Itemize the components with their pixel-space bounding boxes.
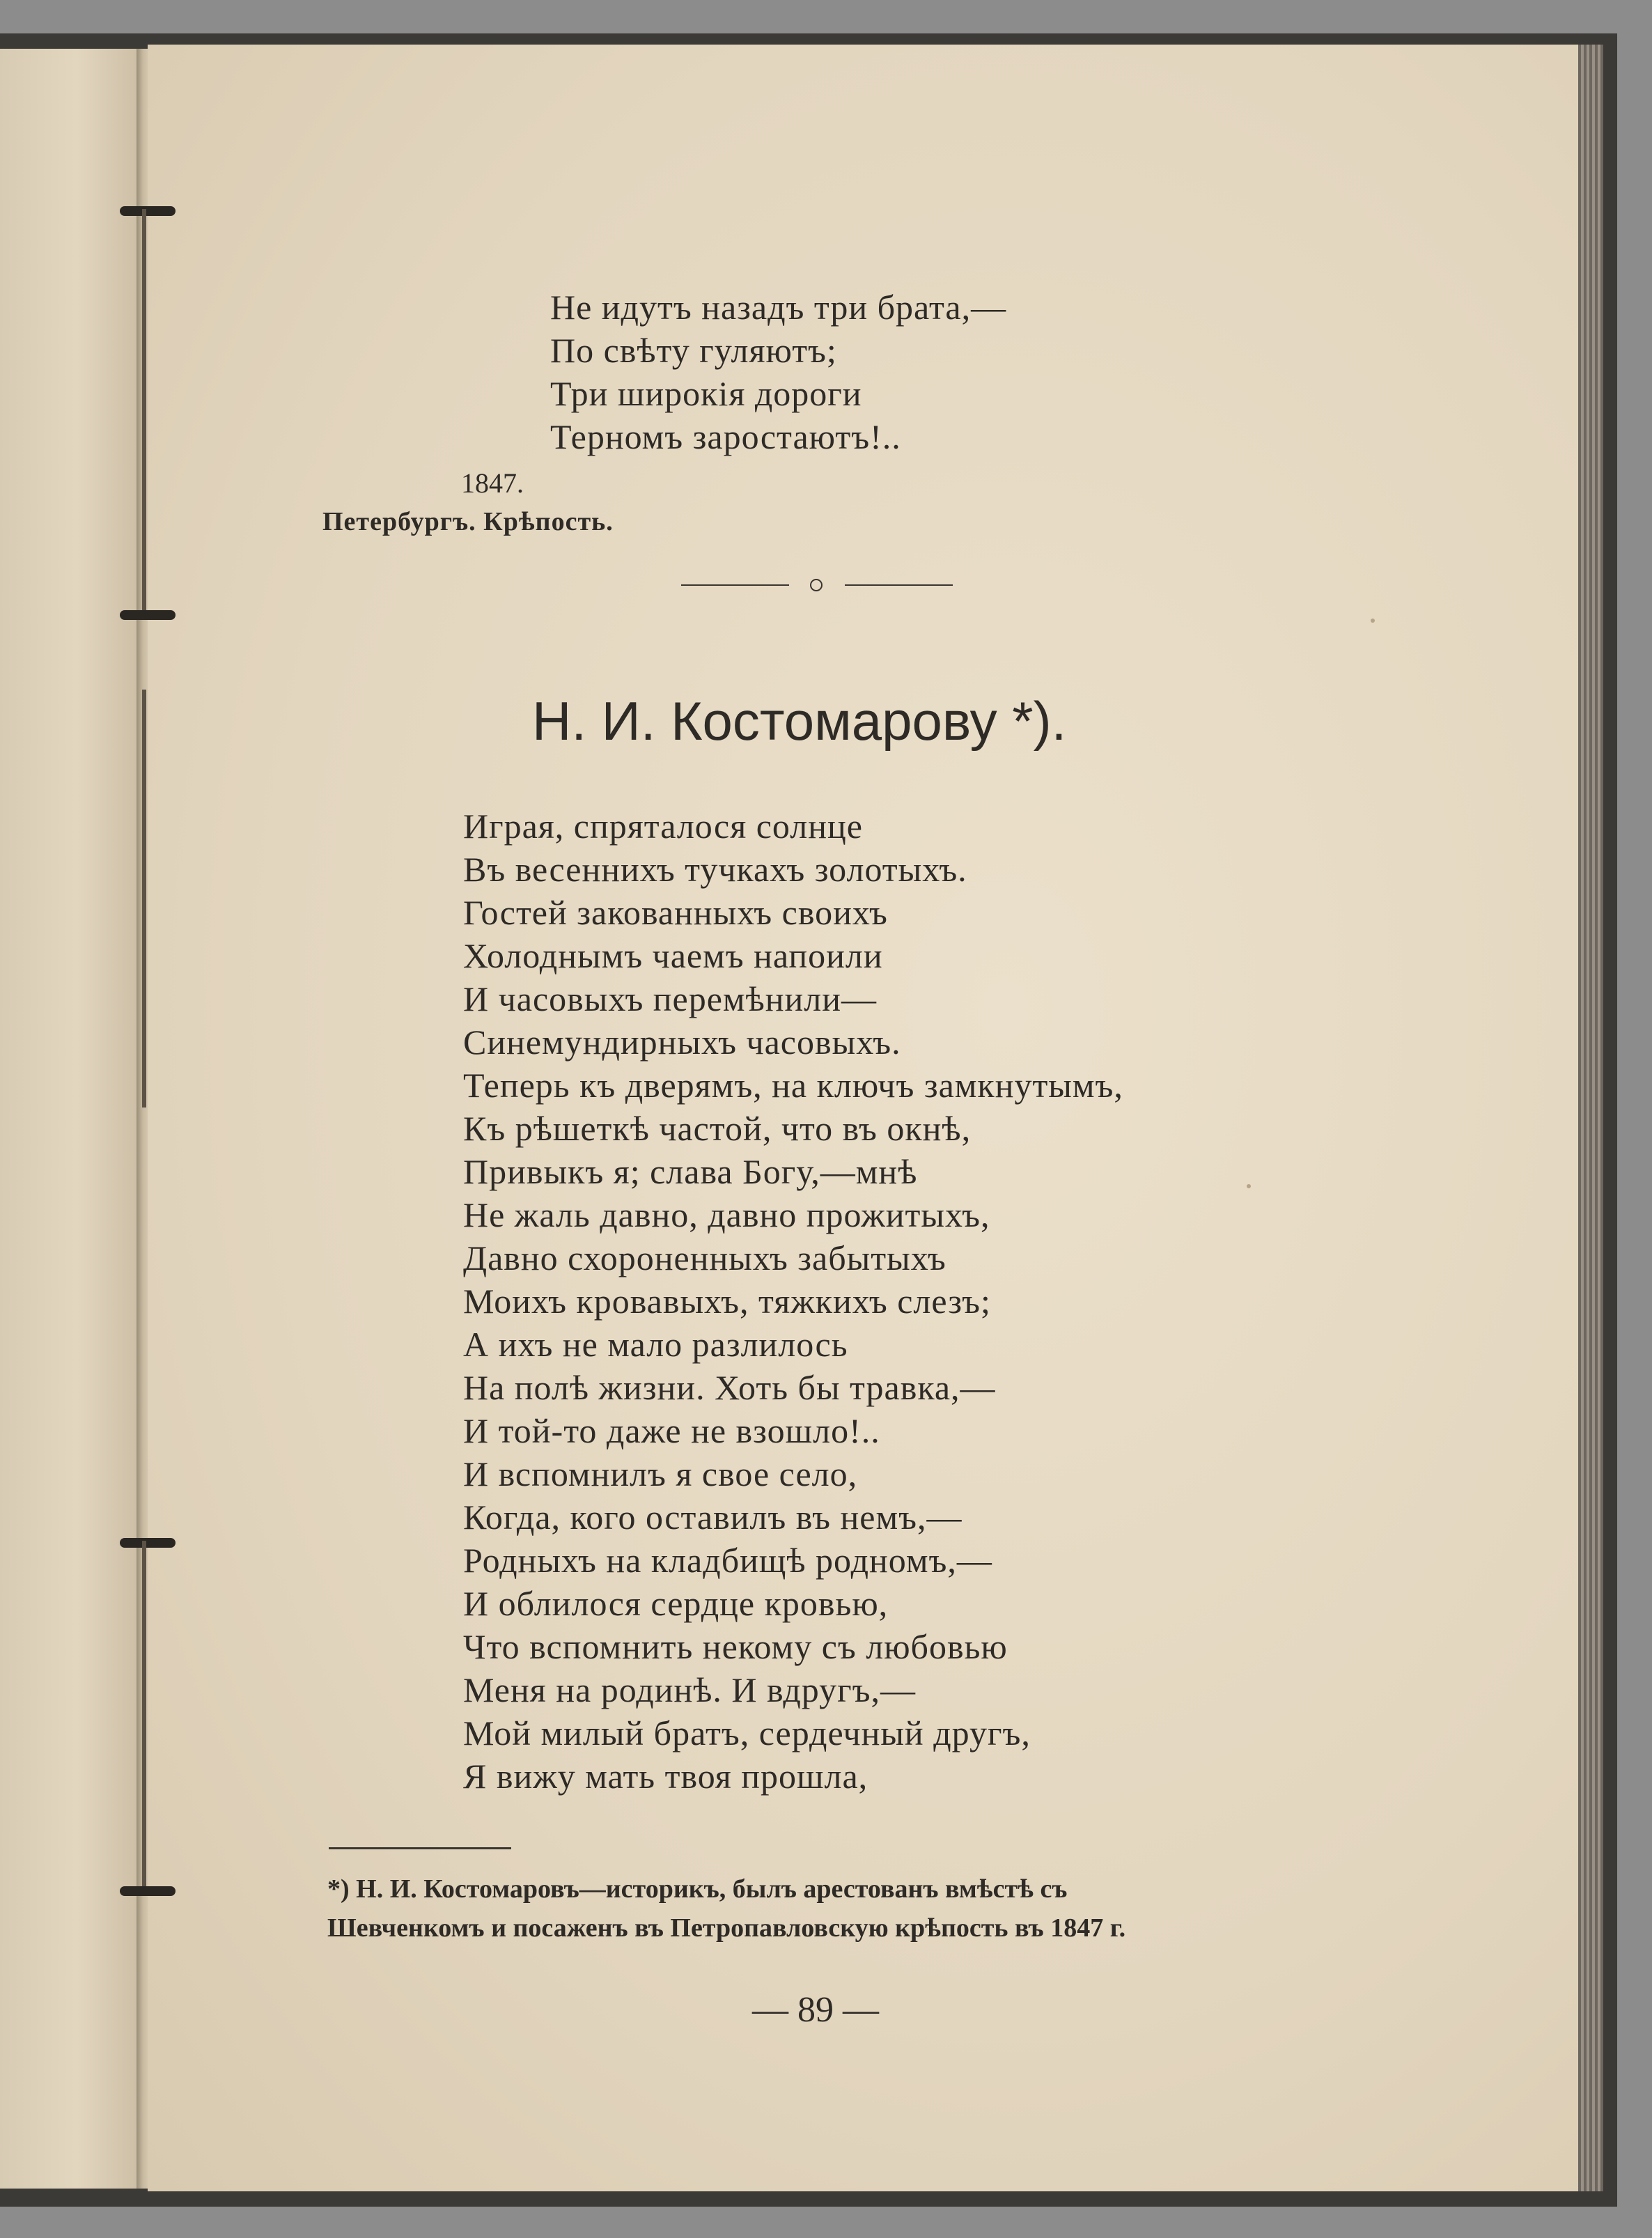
paper-speck <box>1371 619 1375 623</box>
page-number: — 89 — <box>752 1990 879 2030</box>
binding-stitch <box>120 1538 176 1548</box>
poem-line: Моихъ кровавыхъ, тяжкихъ слезъ; <box>463 1282 991 1321</box>
poem-line: Меня на родинѣ. И вдругъ,— <box>463 1670 916 1709</box>
poem-line: И облилося сердце кровью, <box>463 1584 889 1623</box>
poem-line: Холоднымъ чаемъ напоили <box>463 936 883 975</box>
poem-line: А ихъ не мало разлилось <box>463 1325 848 1364</box>
binding-stitch <box>120 1886 176 1896</box>
dateline-year: 1847. <box>461 467 524 499</box>
poem-line: Къ рѣшеткѣ частой, что въ окнѣ, <box>463 1109 972 1148</box>
poem-line: Мой милый братъ, сердечный другъ, <box>463 1714 1031 1753</box>
poem-line: На полѣ жизни. Хоть бы травка,— <box>463 1368 996 1407</box>
binding-thread <box>142 1541 146 1889</box>
binding-thread <box>142 209 146 616</box>
verse-line: Не идутъ назадъ три брата,— <box>550 288 1007 327</box>
dateline-place: Петербургъ. Крѣпость. <box>322 507 614 536</box>
verse-line: Терномъ заростаютъ!.. <box>550 417 901 456</box>
poem-line: Гостей закованныхъ своихъ <box>463 893 888 932</box>
footnote-line: Шевченкомъ и посаженъ въ Петропавловскую крѣпость въ 1847 г. <box>327 1913 1126 1943</box>
left-page-edge <box>0 49 139 2189</box>
top-stanza <box>550 286 1006 458</box>
footnote-line: *) Н. И. Костомаровъ—историкъ, былъ арестованъ вмѣстѣ съ <box>327 1874 1068 1904</box>
poem-line: Теперь къ дверямъ, на ключъ замкнутымъ, <box>463 1066 1123 1105</box>
poem-line: Не жаль давно, давно прожитыхъ, <box>463 1195 990 1234</box>
poem-line: Родныхъ на кладбищѣ родномъ,— <box>463 1541 992 1580</box>
binding-stitch <box>120 610 176 620</box>
poem-line: И той-то даже не взошло!.. <box>463 1411 880 1450</box>
poem-line: Я вижу мать твоя прошла, <box>463 1757 868 1796</box>
footnote-rule <box>329 1847 511 1849</box>
poem-line: И вспомнилъ я свое село, <box>463 1454 858 1493</box>
poem-line: Когда, кого оставилъ въ немъ,— <box>463 1498 963 1537</box>
section-divider <box>681 571 953 599</box>
poem-line: Давно схороненныхъ забытыхъ <box>463 1238 946 1277</box>
verse-line: По свѣту гуляютъ; <box>550 331 837 370</box>
poem-line: Привыкъ я; слава Богу,—мнѣ <box>463 1152 918 1191</box>
paper-speck <box>1247 1184 1251 1188</box>
poem-line: Что вспомнить некому съ любовью <box>463 1627 1008 1666</box>
divider-ornament <box>810 579 823 591</box>
poem-line: Въ весеннихъ тучкахъ золотыхъ. <box>463 850 967 889</box>
poem-line: Играя, спряталося солнце <box>463 807 863 846</box>
poem-line: Синемундирныхъ часовыхъ. <box>463 1023 901 1062</box>
footnote <box>327 1870 1330 1948</box>
poem-line: И часовыхъ перемѣнили— <box>463 979 877 1018</box>
poem-title: Н. И. Костомарову *). <box>532 690 1067 752</box>
verse-line: Три широкія дороги <box>550 374 862 413</box>
binding-thread <box>142 690 146 1108</box>
right-page-stack <box>1578 45 1603 2191</box>
poem-body <box>463 805 1123 1798</box>
binding-stitch <box>120 206 176 216</box>
